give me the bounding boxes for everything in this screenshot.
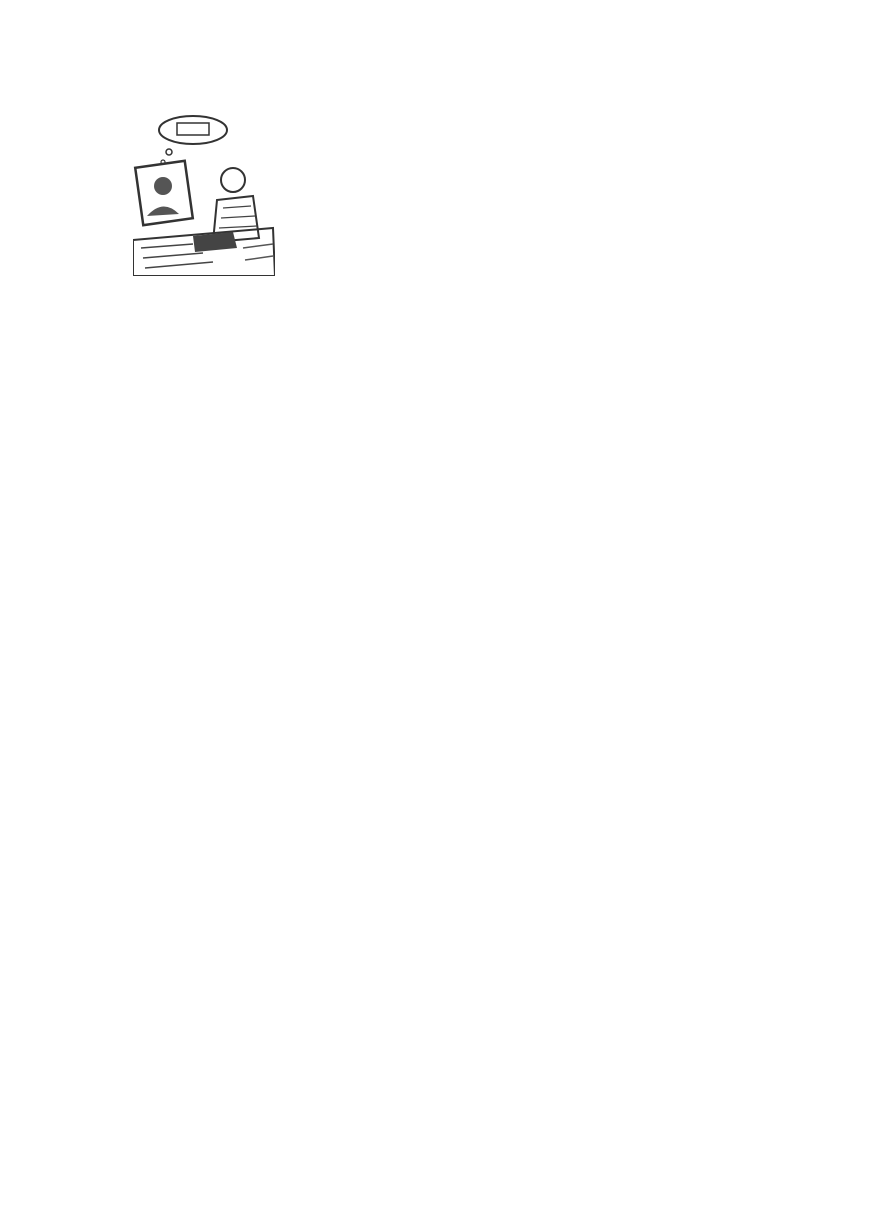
document-page: [133, 100, 739, 275]
question-6-figure-block: [133, 108, 739, 288]
cartoon-illustration: [133, 108, 275, 276]
cartoon-drawing-icon: [133, 108, 275, 276]
